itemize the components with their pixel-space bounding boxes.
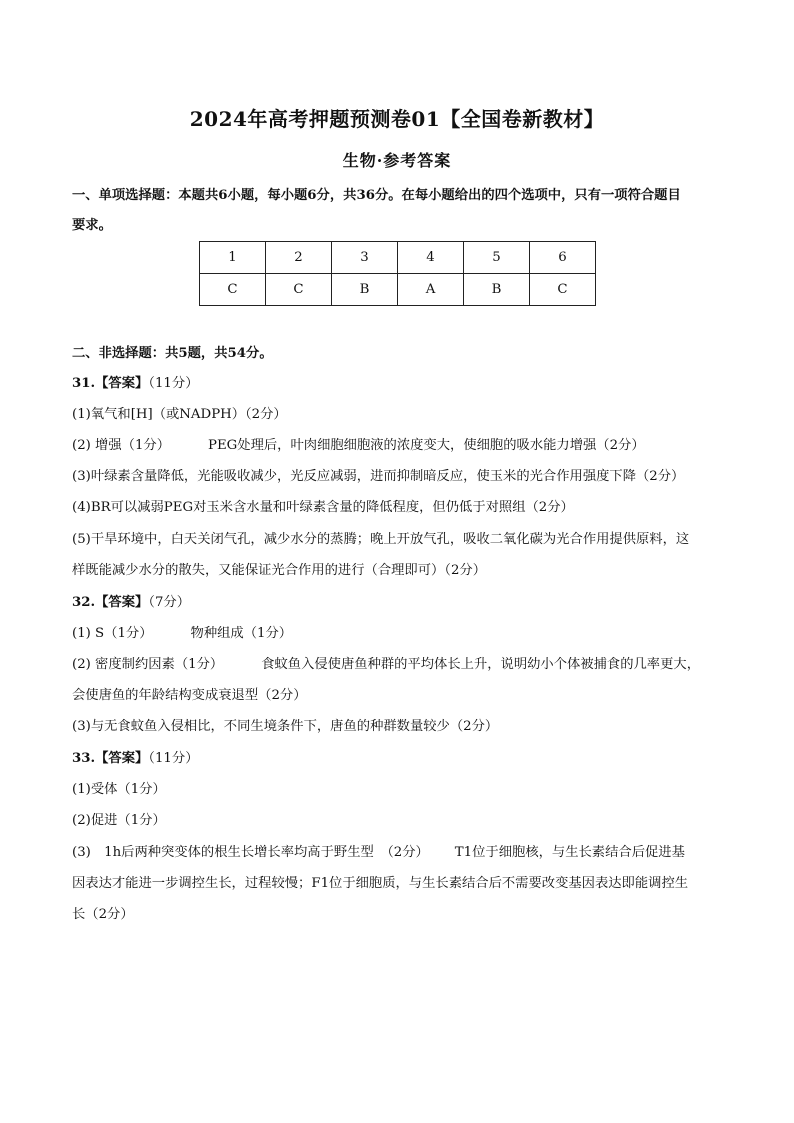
q32-answer-1 xyxy=(72,624,732,644)
answer-table xyxy=(199,241,596,306)
q33-answer-1: (1)受体（1分） xyxy=(72,782,166,797)
answer-cell: C xyxy=(530,274,596,306)
q33-answer-3-part2: T1位于细胞核，与生长素结合后促进基 xyxy=(454,845,685,860)
q31-header xyxy=(72,374,732,394)
q33-answer-3-line2: 因表达才能进一步调控生长，过程较慢；F1位于细胞质，与生长素结合后不需要改变基因表达即能调控生 xyxy=(72,876,689,891)
q33-answer-3-line1 xyxy=(72,843,732,863)
q31-label: 31.【答案】 xyxy=(72,376,149,391)
q31-answer-3: (3)叶绿素含量降低，光能吸收减少，光反应减弱，进而抑制暗反应，使玉米的光合作用强度下降（2分） xyxy=(72,469,685,484)
q31-answer-4: (4)BR可以减弱PEG对玉米含水量和叶绿素含量的降低程度，但仍低于对照组（2分） xyxy=(72,500,574,515)
q33-label: 33.【答案】 xyxy=(72,751,149,766)
q33-header xyxy=(72,749,732,769)
page-title: 2024年高考押题预测卷01【全国卷新教材】 xyxy=(189,107,605,131)
question-number-cell: 4 xyxy=(398,242,464,274)
q32-answer-1-part2: 物种组成（1分） xyxy=(190,626,293,641)
q32-header xyxy=(72,593,732,613)
section1-intro-line1: 一、单项选择题：本题共6小题，每小题6分，共36分。在每小题给出的四个选项中，只有一项符合题目 xyxy=(72,188,681,203)
q32-answer-2-line1 xyxy=(72,655,732,675)
answer-cell: B xyxy=(464,274,530,306)
q33-answer-3-line3: 长（2分） xyxy=(72,907,134,922)
q31-score: （11分） xyxy=(148,376,199,391)
q32-answer-3: (3)与无食蚊鱼入侵相比，不同生境条件下，唐鱼的种群数量较少（2分） xyxy=(72,719,499,734)
answer-cell: B xyxy=(332,274,398,306)
q31-answer-2-part2: PEG处理后，叶肉细胞细胞液的浓度变大，使细胞的吸水能力增强（2分） xyxy=(208,438,645,453)
table-row xyxy=(200,242,596,274)
q31-answer-5-line2: 样既能减少水分的散失，又能保证光合作用的进行（合理即可）（2分） xyxy=(72,563,487,578)
question-number-cell: 3 xyxy=(332,242,398,274)
q33-answer-3-part1: (3) 1h后两种突变体的根生长增长率均高于野生型 （2分） xyxy=(72,845,429,860)
q32-score: （7分） xyxy=(148,595,191,610)
q32-answer-2-part2: 食蚊鱼入侵使唐鱼种群的平均体长上升，说明幼小个体被捕食的几率更大， xyxy=(261,657,700,672)
page-subtitle: 生物·参考答案 xyxy=(342,151,452,170)
q31-answer-5-line1: (5)干旱环境中，白天关闭气孔，减少水分的蒸腾；晚上开放气孔，吸收二氧化碳为光合作用提供原料，这 xyxy=(72,532,690,547)
answer-cell: C xyxy=(266,274,332,306)
q32-answer-1-part1: (1) S（1分） xyxy=(72,626,153,641)
table-row xyxy=(200,274,596,306)
question-number-cell: 5 xyxy=(464,242,530,274)
question-number-cell: 6 xyxy=(530,242,596,274)
question-number-cell: 1 xyxy=(200,242,266,274)
answer-cell: C xyxy=(200,274,266,306)
q33-answer-2: (2)促进（1分） xyxy=(72,813,166,828)
q32-label: 32.【答案】 xyxy=(72,595,149,610)
q33-score: （11分） xyxy=(148,751,199,766)
section2-intro: 二、非选择题：共5题，共54分。 xyxy=(72,346,273,361)
q32-answer-2-part1: (2) 密度制约因素（1分） xyxy=(72,657,224,672)
question-number-cell: 2 xyxy=(266,242,332,274)
answer-cell: A xyxy=(398,274,464,306)
section1-intro-line2: 要求。 xyxy=(72,218,112,233)
q31-answer-2 xyxy=(72,436,732,456)
q32-answer-2-line2: 会使唐鱼的年龄结构变成衰退型（2分） xyxy=(72,688,307,703)
q31-answer-2-part1: (2) 增强（1分） xyxy=(72,438,171,453)
q31-answer-1: (1)氧气和[H]（或NADPH）（2分） xyxy=(72,407,287,422)
